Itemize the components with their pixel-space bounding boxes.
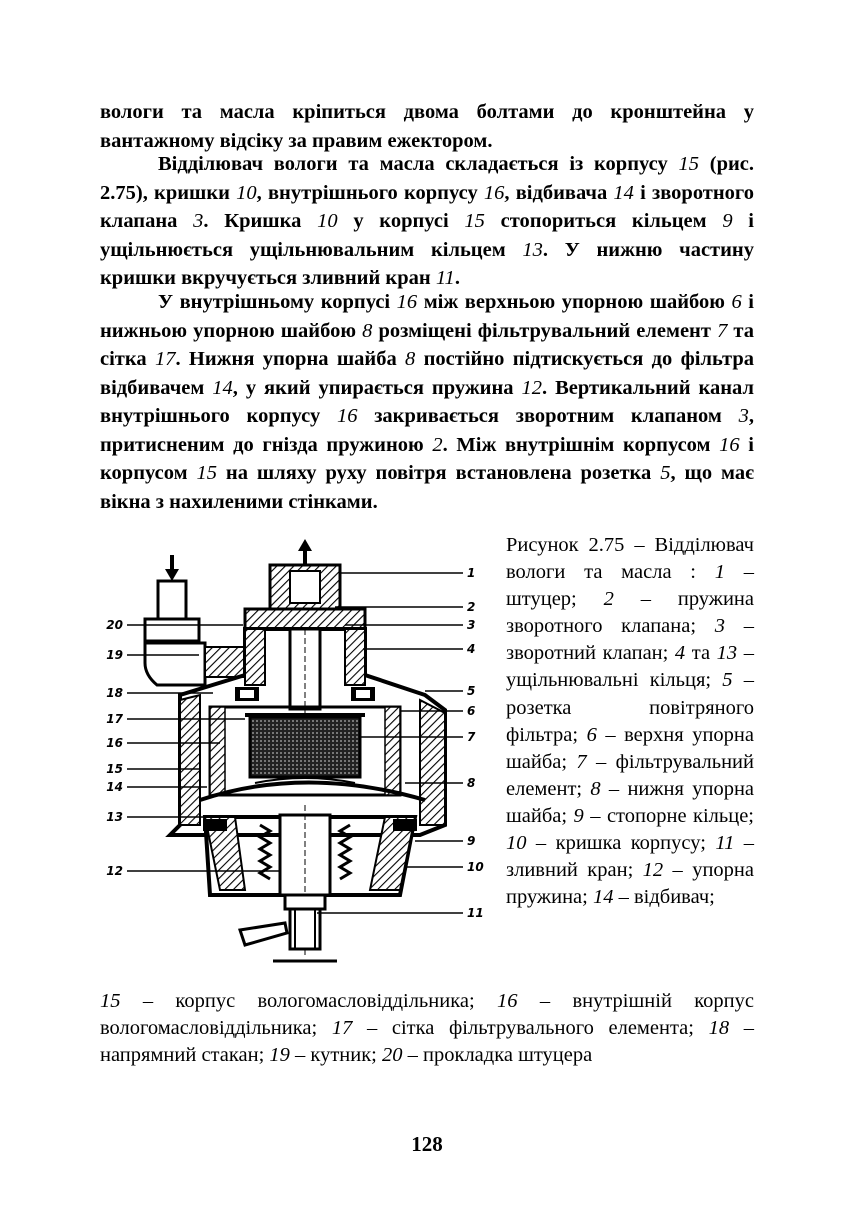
page-number: 128 (411, 1132, 443, 1156)
label-20: 20 (106, 618, 123, 632)
label-4: 4 (467, 642, 476, 656)
label-3: 3 (467, 618, 476, 632)
label-18: 18 (106, 686, 123, 700)
label-15: 15 (106, 762, 123, 776)
label-12: 12 (106, 864, 123, 878)
label-8: 8 (467, 776, 476, 790)
label-10: 10 (467, 860, 484, 874)
paragraph-1: вологи та масла кріпиться двома болтами до кронштейна у вантажному відсіку за правим ежектором. (100, 101, 754, 152)
label-11: 11 (467, 906, 484, 920)
drain-valve (240, 895, 337, 961)
separator-diagram (95, 535, 495, 975)
label-6: 6 (467, 704, 476, 718)
figure-caption-right (506, 532, 754, 911)
label-2: 2 (467, 600, 476, 614)
inlet-arrow-icon (165, 555, 179, 581)
label-7: 7 (467, 730, 476, 744)
paragraph-3: У внутрішньому корпусі 16 між верхньою упорною шайбою 6 і нижньою упорною шайбою 8 розміщені фільтрувальний елемент 7 та сітка 17. Нижня упорна шайба 8 постійно підтискується до фільтра відбивачем 14, у який упирається пружина 12. Вертикальний канал внутрішнього корпусу 16 закривається зворотним клапаном 3, притисненим до гнізда пружиною 2. Між внутрішнім корпусом 16 і корпусом 15 на шляху руху повітря встановлена розетка 5, що має вікна з нахиленими стінками. (100, 291, 755, 513)
label-14: 14 (106, 780, 123, 794)
paragraph-2: Відділювач вологи та масла складається із корпусу 15 (рис. 2.75), кришки 10, внутрішнього корпусу 16, відбивача 14 і зворотного клапана 3. Кришка 10 у корпусі 15 стопориться кільцем 9 і ущільнюється ущільнювальним кільцем 13. У нижню частину кришки вкручується зливний кран 11. (100, 153, 755, 289)
label-16: 16 (106, 736, 123, 750)
outlet-arrow-icon (298, 539, 312, 565)
figure-caption-legend: 1 – штуцер; 2 – пружина зворотного клапана; 3 – зворотний клапан; 4 та 13 – ущільнювальні кільця; 5 – розетка повітряного фільтра; 6 – верхня упорна шайба; 7 – фільтрувальний елемент; 8 – нижня упорна шайба; 9 – стопорне кільце; 10 – кришка корпусу; 11 – зливний кран; 12 – упорна пружина; 14 – відбивач; (506, 561, 755, 909)
label-13: 13 (106, 810, 123, 824)
label-17: 17 (106, 712, 123, 726)
figure-caption-bottom: 15 – корпус вологомасловіддільника; 16 – внутрішній корпус вологомасловіддільника; 17 – сітка фільтрувального елемента; 18 – напрямний стакан; 19 – кутник; 20 – прокладка штуцера (100, 990, 755, 1067)
label-1: 1 (467, 566, 476, 580)
filter-element (250, 717, 360, 777)
figure-caption-title: Рисунок 2.75 – Відділювач вологи та масла : (506, 534, 754, 584)
label-19: 19 (106, 648, 123, 662)
label-9: 9 (467, 834, 476, 848)
outlet-fitting (245, 565, 365, 629)
label-5: 5 (467, 684, 476, 698)
